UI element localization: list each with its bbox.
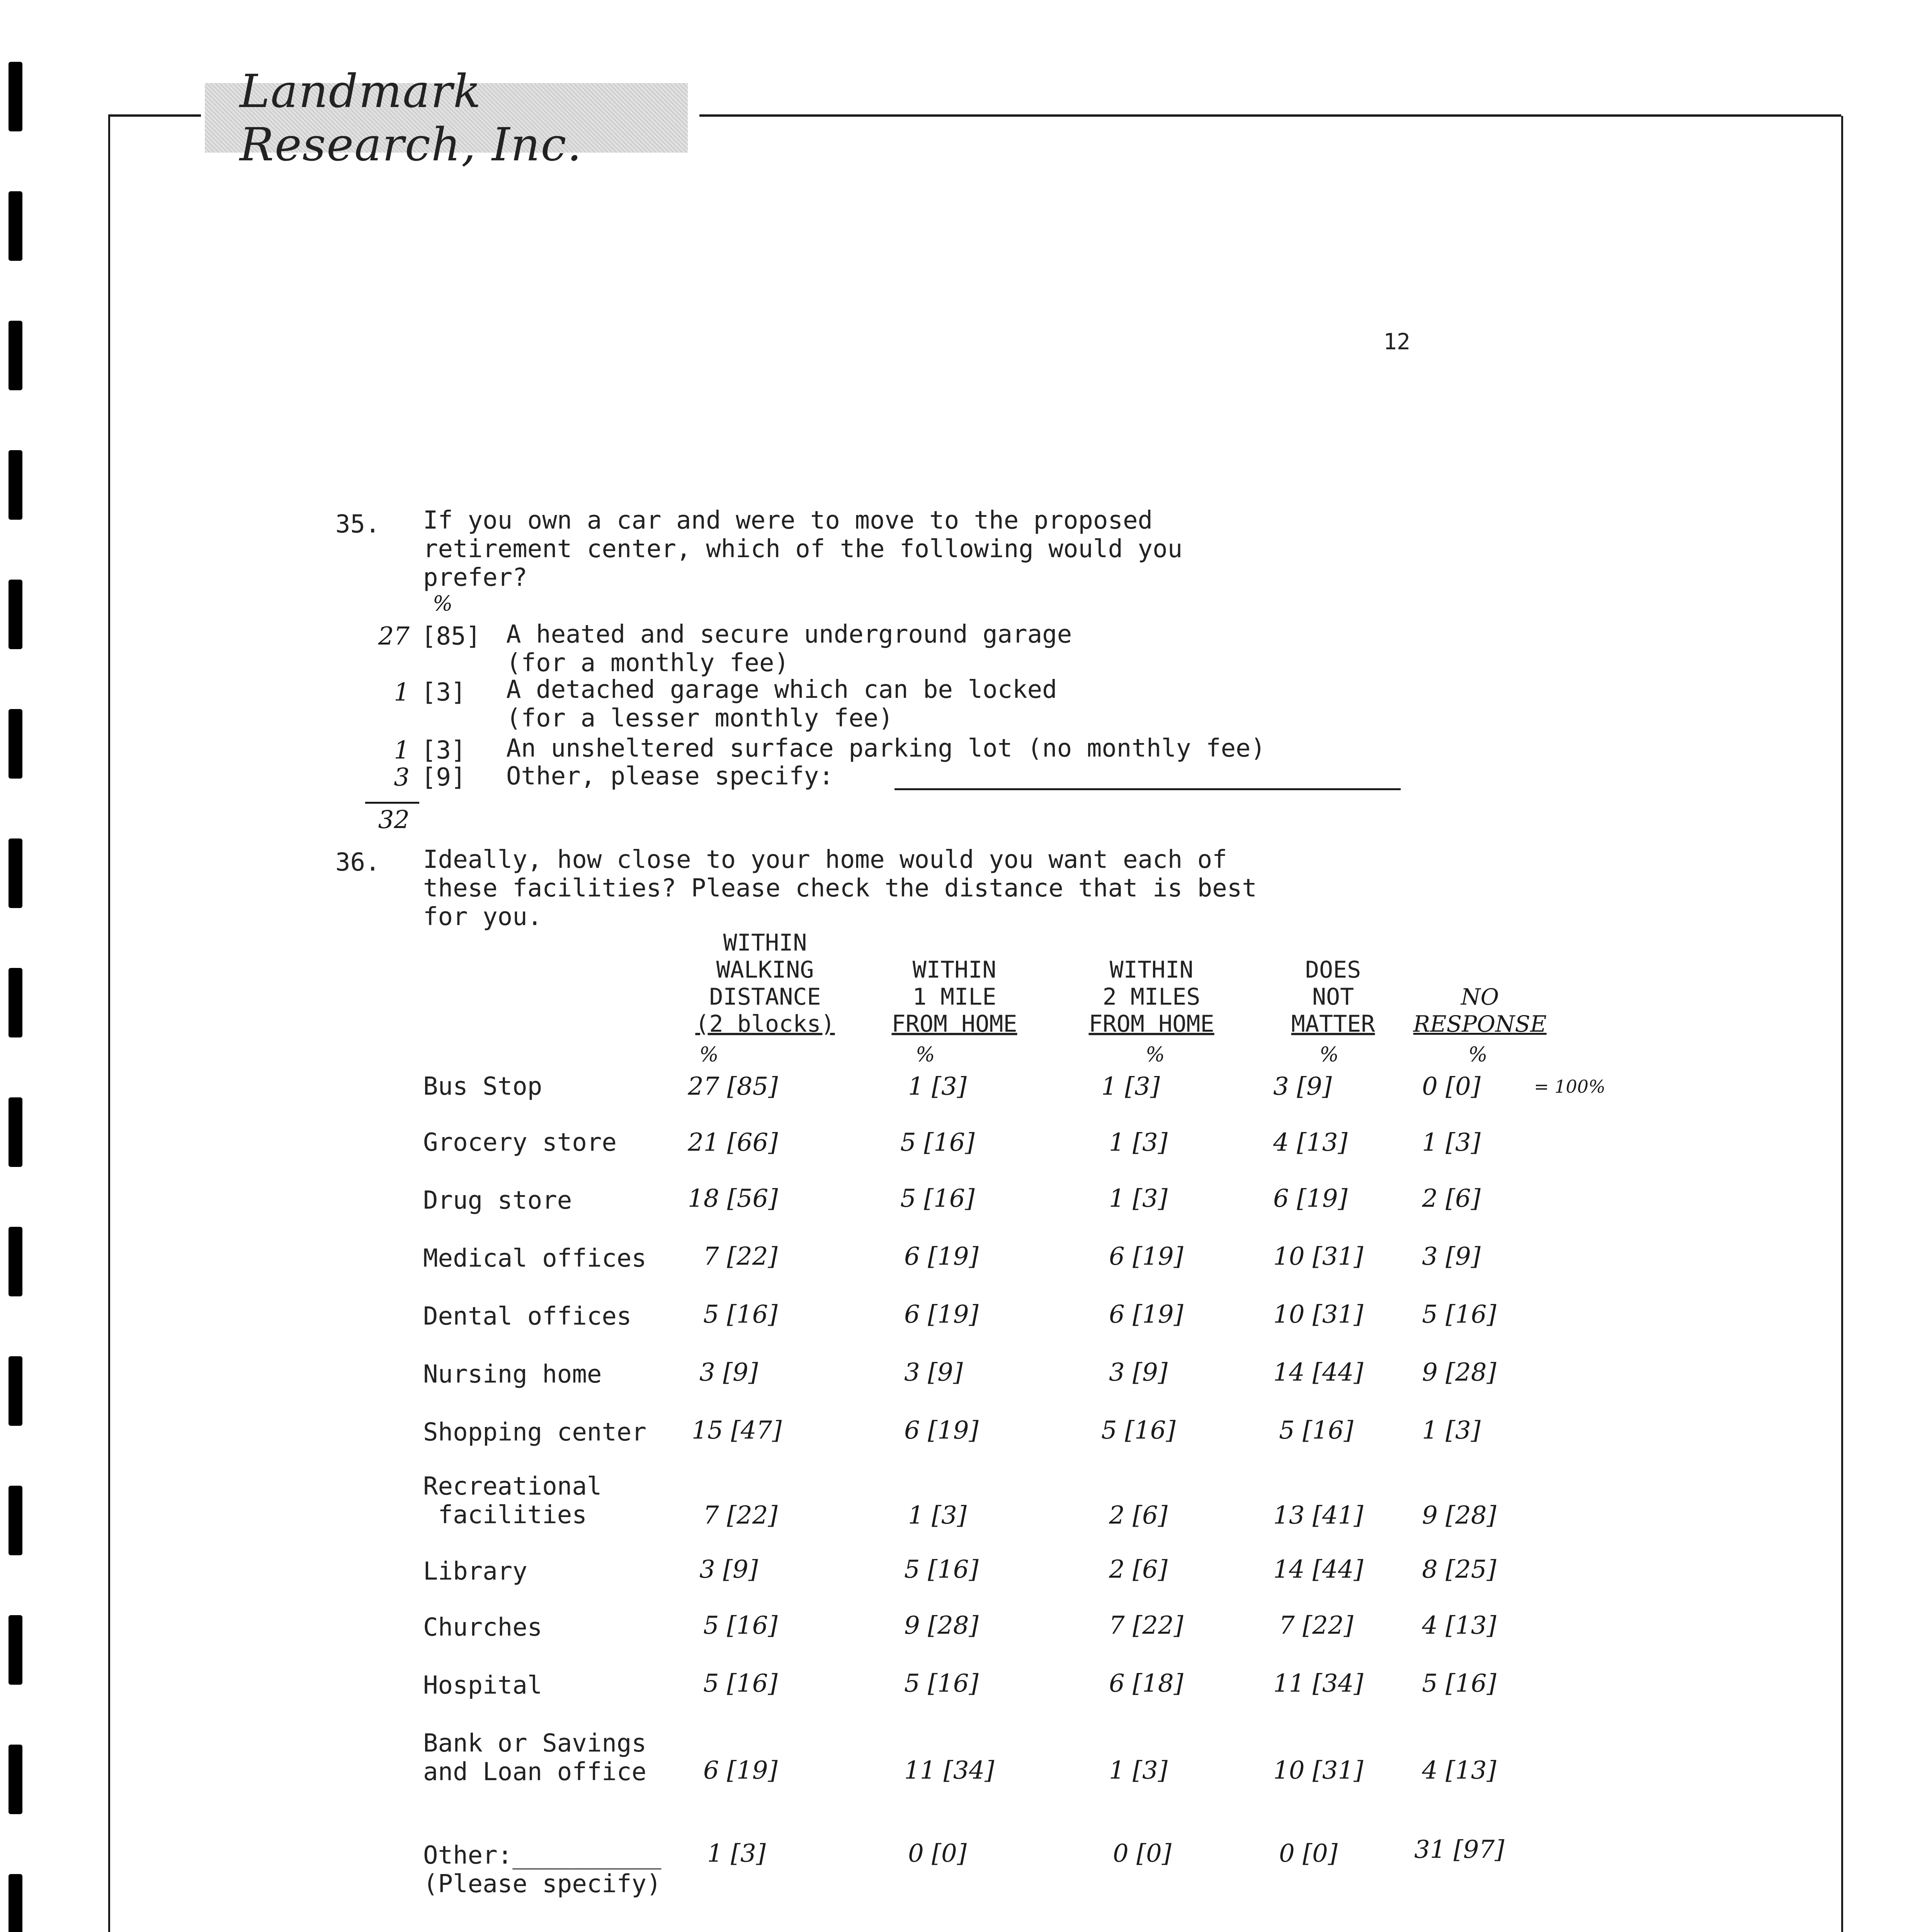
option-count: 1 (394, 678, 410, 707)
column-header-underlined: FROM HOME (1088, 1010, 1214, 1037)
question-text: If you own a car and were to move to the proposed retirement center, which of the following would you prefer? (423, 506, 1183, 592)
binder-hole (9, 1615, 22, 1685)
table-cell: 7 [22] (1109, 1611, 1184, 1640)
table-cell: 5 [16] (703, 1611, 778, 1640)
table-cell: 6 [19] (904, 1416, 979, 1445)
percent-symbol: % (916, 1043, 935, 1066)
specify-line (895, 788, 1401, 790)
table-cell: 10 [31] (1273, 1756, 1364, 1785)
column-header-underlined: RESPONSE (1413, 1011, 1547, 1037)
table-cell: 6 [19] (904, 1300, 979, 1329)
table-cell: 5 [16] (703, 1669, 778, 1698)
logo-text: Landmark Research, Inc. (240, 65, 583, 171)
table-cell: 4 [13] (1422, 1611, 1497, 1640)
table-cell: 5 [16] (904, 1555, 979, 1584)
column-header-underlined: MATTER (1291, 1010, 1375, 1037)
table-cell: 11 [34] (904, 1756, 995, 1785)
column-header (665, 929, 866, 1037)
table-cell: 5 [16] (900, 1184, 975, 1213)
binder-hole (9, 1097, 22, 1167)
row-label: Drug store (423, 1186, 572, 1215)
table-cell: 6 [19] (904, 1242, 979, 1271)
table-cell: 15 [47] (692, 1416, 782, 1445)
column-header-text: WITHIN 1 MILE (912, 956, 997, 1010)
column-header (1051, 956, 1252, 1037)
option-count: 1 (394, 736, 410, 765)
option-label: An unsheltered surface parking lot (no monthly fee) (506, 734, 1266, 763)
table-cell: 27 [85] (688, 1072, 778, 1101)
binder-hole (9, 968, 22, 1037)
table-cell: 0 [0] (1113, 1839, 1172, 1868)
table-cell: 8 [25] (1422, 1555, 1497, 1584)
table-cell: 10 [31] (1273, 1242, 1364, 1271)
option-label: A heated and secure underground garage (for a monthly fee) (506, 620, 1072, 677)
binder-hole (9, 1486, 22, 1555)
row-label: Other:__________ (Please specify) (423, 1841, 662, 1898)
row-label: Library (423, 1557, 527, 1586)
table-cell: 2 [6] (1422, 1184, 1481, 1213)
binder-hole (9, 580, 22, 649)
option-percent: [3] (421, 736, 466, 765)
row-label: Nursing home (423, 1360, 602, 1389)
table-cell: 14 [44] (1273, 1555, 1364, 1584)
option-percent: [85] (421, 622, 481, 651)
binder-hole (9, 1874, 22, 1932)
binder-hole (9, 1227, 22, 1296)
binder-hole (9, 450, 22, 520)
row-label: Churches (423, 1613, 543, 1642)
table-cell: 3 [9] (699, 1555, 758, 1584)
table-cell: 0 [0] (1279, 1839, 1338, 1868)
table-cell: 18 [56] (688, 1184, 778, 1213)
table-cell: 1 [3] (1101, 1072, 1160, 1101)
row-label: Shopping center (423, 1418, 646, 1447)
table-cell: 5 [16] (1422, 1669, 1497, 1698)
table-cell: 1 [3] (1109, 1184, 1168, 1213)
frame-rule (108, 114, 201, 117)
table-cell: 3 [9] (904, 1358, 963, 1387)
table-cell: 4 [13] (1422, 1756, 1497, 1785)
column-header-text: WITHIN 2 MILES (1102, 956, 1201, 1010)
table-cell: 5 [16] (1279, 1416, 1354, 1445)
binder-hole (9, 1745, 22, 1814)
table-cell: 1 [3] (1422, 1128, 1481, 1157)
table-cell: 6 [19] (1273, 1184, 1348, 1213)
table-cell: 6 [18] (1109, 1669, 1184, 1698)
table-cell: 5 [16] (904, 1669, 979, 1698)
table-cell: 7 [22] (1279, 1611, 1354, 1640)
option-label: A detached garage which can be locked (for a lesser monthly fee) (506, 675, 1057, 733)
table-cell: 1 [3] (908, 1501, 967, 1530)
table-cell: 3 [9] (1109, 1358, 1168, 1387)
table-cell: 7 [22] (703, 1242, 778, 1271)
table-cell: 5 [16] (1101, 1416, 1176, 1445)
binder-hole (9, 1356, 22, 1426)
table-cell: 2 [6] (1109, 1555, 1168, 1584)
percent-symbol: % (1146, 1043, 1165, 1066)
company-logo (205, 65, 688, 171)
row-label: Grocery store (423, 1128, 617, 1157)
table-cell: 9 [28] (1422, 1501, 1497, 1530)
column-header-text: NO (1461, 984, 1499, 1010)
option-total: 32 (378, 806, 410, 834)
table-cell: 1 [3] (1109, 1756, 1168, 1785)
table-cell: 1 [3] (1422, 1416, 1481, 1445)
table-cell: 5 [16] (1422, 1300, 1497, 1329)
option-count: 27 (378, 622, 410, 651)
question-number: 35. (335, 510, 380, 539)
table-cell: 21 [66] (688, 1128, 778, 1157)
table-cell: 6 [19] (1109, 1300, 1184, 1329)
row-label: Bank or Savings and Loan office (423, 1729, 646, 1786)
row-label: Dental offices (423, 1302, 632, 1331)
row-label: Bus Stop (423, 1072, 543, 1101)
table-cell: 31 [97] (1414, 1835, 1505, 1864)
binder-hole (9, 838, 22, 908)
binder-hole (9, 62, 22, 131)
table-cell: 14 [44] (1273, 1358, 1364, 1387)
sum-line (365, 802, 419, 804)
column-header-text: WITHIN WALKING DISTANCE (709, 929, 821, 1010)
binder-hole (9, 191, 22, 261)
table-cell: 1 [3] (707, 1839, 766, 1868)
row-label: Medical offices (423, 1244, 646, 1273)
row-label: Hospital (423, 1671, 543, 1700)
table-cell: 0 [0] (908, 1839, 967, 1868)
table-cell: 4 [13] (1273, 1128, 1348, 1157)
table-cell: 7 [22] (703, 1501, 778, 1530)
option-percent: [9] (421, 763, 466, 792)
table-cell: 5 [16] (900, 1128, 975, 1157)
table-cell: 10 [31] (1273, 1300, 1364, 1329)
option-label: Other, please specify: (506, 762, 834, 791)
binder-hole (9, 321, 22, 390)
percent-symbol: % (699, 1043, 719, 1066)
table-cell: 6 [19] (1109, 1242, 1184, 1271)
binder-hole (9, 709, 22, 779)
column-header (1391, 983, 1569, 1037)
option-percent: [3] (421, 678, 466, 707)
table-cell: 9 [28] (904, 1611, 979, 1640)
question-text: Ideally, how close to your home would you want each of these facilities? Please check the distance that is best for you. (423, 845, 1257, 931)
table-cell: 3 [9] (1422, 1242, 1481, 1271)
table-cell: 2 [6] (1109, 1501, 1168, 1530)
frame-rule (699, 114, 1841, 117)
table-cell: 1 [3] (1109, 1128, 1168, 1157)
option-count: 3 (394, 763, 410, 792)
table-cell: 3 [9] (699, 1358, 758, 1387)
table-cell: 6 [19] (703, 1756, 778, 1785)
percent-symbol: % (433, 591, 453, 616)
column-header (854, 956, 1055, 1037)
question-number: 36. (335, 848, 380, 877)
total-note: = 100% (1534, 1076, 1605, 1097)
column-header-underlined: (2 blocks) (695, 1010, 835, 1037)
table-cell: 11 [34] (1273, 1669, 1364, 1698)
percent-symbol: % (1320, 1043, 1339, 1066)
percent-symbol: % (1468, 1043, 1488, 1066)
column-header-text: DOES NOT (1305, 956, 1361, 1010)
row-label: Recreational facilities (423, 1472, 602, 1529)
column-header-underlined: FROM HOME (891, 1010, 1017, 1037)
table-cell: 0 [0] (1422, 1072, 1481, 1101)
table-cell: 1 [3] (908, 1072, 967, 1101)
page-number-top: 12 (1383, 328, 1410, 355)
table-cell: 9 [28] (1422, 1358, 1497, 1387)
table-cell: 5 [16] (703, 1300, 778, 1329)
table-cell: 13 [41] (1273, 1501, 1364, 1530)
table-cell: 3 [9] (1273, 1072, 1332, 1101)
